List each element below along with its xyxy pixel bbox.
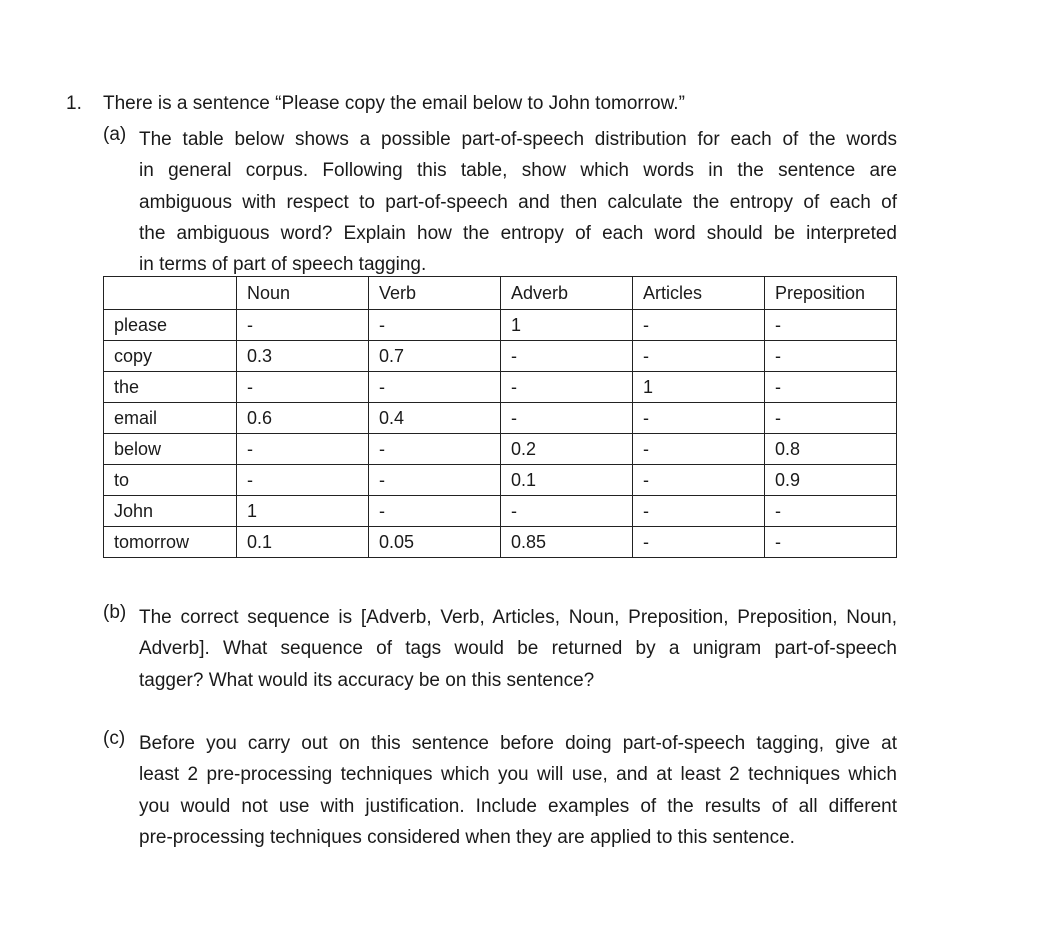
table-row bbox=[104, 341, 897, 372]
part-c-line: you would not use with justification. Include examples of the results of all different bbox=[139, 795, 897, 817]
probability-cell: 0.2 bbox=[501, 434, 633, 465]
part-b-line: Adverb]. What sequence of tags would be returned by a unigram part-of-speech bbox=[139, 638, 897, 660]
word-cell: tomorrow bbox=[104, 527, 237, 558]
probability-cell: - bbox=[633, 434, 765, 465]
probability-cell: - bbox=[633, 527, 765, 558]
probability-cell: 0.3 bbox=[237, 341, 369, 372]
part-c-line: pre-processing techniques considered when they are applied to this sentence. bbox=[139, 826, 795, 848]
word-cell: the bbox=[104, 372, 237, 403]
probability-cell: - bbox=[237, 434, 369, 465]
word-cell: email bbox=[104, 403, 237, 434]
part-a-line: in terms of part of speech tagging. bbox=[139, 254, 427, 276]
probability-cell: - bbox=[633, 403, 765, 434]
probability-cell: - bbox=[237, 372, 369, 403]
probability-cell: 0.9 bbox=[765, 465, 897, 496]
table-header-cell bbox=[104, 277, 237, 310]
probability-cell: - bbox=[369, 496, 501, 527]
table-header-cell: Noun bbox=[237, 277, 369, 310]
probability-cell: - bbox=[765, 310, 897, 341]
probability-cell: - bbox=[501, 372, 633, 403]
probability-cell: - bbox=[237, 310, 369, 341]
table-row bbox=[104, 496, 897, 527]
probability-cell: - bbox=[633, 496, 765, 527]
question-stem: There is a sentence “Please copy the email below to John tomorrow.” bbox=[103, 93, 685, 114]
probability-cell: 1 bbox=[237, 496, 369, 527]
probability-cell: - bbox=[633, 465, 765, 496]
table-row bbox=[104, 527, 897, 558]
table-row bbox=[104, 310, 897, 341]
word-cell: to bbox=[104, 465, 237, 496]
part-a-label: (a) bbox=[103, 124, 127, 145]
word-cell: copy bbox=[104, 341, 237, 372]
probability-cell: 1 bbox=[501, 310, 633, 341]
probability-cell: - bbox=[501, 403, 633, 434]
word-cell: John bbox=[104, 496, 237, 527]
table-body bbox=[104, 310, 897, 558]
part-b-text bbox=[139, 602, 897, 696]
table-header-cell: Verb bbox=[369, 277, 501, 310]
table-header-cell: Adverb bbox=[501, 277, 633, 310]
probability-cell: - bbox=[765, 527, 897, 558]
probability-cell: - bbox=[369, 310, 501, 341]
probability-cell: 0.1 bbox=[237, 527, 369, 558]
table-header-row bbox=[104, 277, 897, 310]
probability-cell: - bbox=[765, 496, 897, 527]
probability-cell: 0.8 bbox=[765, 434, 897, 465]
probability-cell: 0.05 bbox=[369, 527, 501, 558]
probability-cell: - bbox=[501, 496, 633, 527]
probability-cell: 0.6 bbox=[237, 403, 369, 434]
probability-cell: 0.85 bbox=[501, 527, 633, 558]
part-c-text bbox=[139, 728, 897, 853]
part-c-line: Before you carry out on this sentence before doing part-of-speech tagging, give at bbox=[139, 733, 897, 754]
table-row bbox=[104, 403, 897, 434]
probability-cell: - bbox=[765, 341, 897, 372]
probability-cell: - bbox=[633, 341, 765, 372]
part-a-line: ambiguous with respect to part-of-speech and then calculate the entropy of each of bbox=[139, 191, 897, 213]
probability-cell: 0.1 bbox=[501, 465, 633, 496]
question-number: 1. bbox=[66, 93, 82, 114]
part-b-line: tagger? What would its accuracy be on this sentence? bbox=[139, 669, 595, 691]
probability-cell: - bbox=[369, 465, 501, 496]
part-c-label: (c) bbox=[103, 728, 126, 749]
table-header-cell: Preposition bbox=[765, 277, 897, 310]
table-row bbox=[104, 465, 897, 496]
table-row bbox=[104, 434, 897, 465]
probability-cell: - bbox=[369, 372, 501, 403]
part-a-line: in general corpus. Following this table, show which words in the sentence are bbox=[139, 160, 897, 182]
probability-cell: 0.7 bbox=[369, 341, 501, 372]
part-b-line: The correct sequence is [Adverb, Verb, Articles, Noun, Preposition, Preposition, Noun, bbox=[139, 607, 897, 628]
probability-cell: - bbox=[237, 465, 369, 496]
pos-distribution-table bbox=[103, 276, 897, 558]
probability-cell: - bbox=[369, 434, 501, 465]
table-row bbox=[104, 372, 897, 403]
part-c-line: least 2 pre-processing techniques which you will use, and at least 2 techniques which bbox=[139, 764, 897, 786]
probability-cell: - bbox=[501, 341, 633, 372]
probability-cell: - bbox=[765, 403, 897, 434]
part-b-label: (b) bbox=[103, 602, 127, 623]
word-cell: please bbox=[104, 310, 237, 341]
part-a-line: The table below shows a possible part-of-speech distribution for each of the words bbox=[139, 129, 897, 150]
part-a-text bbox=[139, 124, 897, 280]
word-cell: below bbox=[104, 434, 237, 465]
part-a-line: the ambiguous word? Explain how the entropy of each word should be interpreted bbox=[139, 222, 897, 244]
probability-cell: - bbox=[633, 310, 765, 341]
probability-cell: - bbox=[765, 372, 897, 403]
probability-cell: 1 bbox=[633, 372, 765, 403]
probability-cell: 0.4 bbox=[369, 403, 501, 434]
table-header-cell: Articles bbox=[633, 277, 765, 310]
